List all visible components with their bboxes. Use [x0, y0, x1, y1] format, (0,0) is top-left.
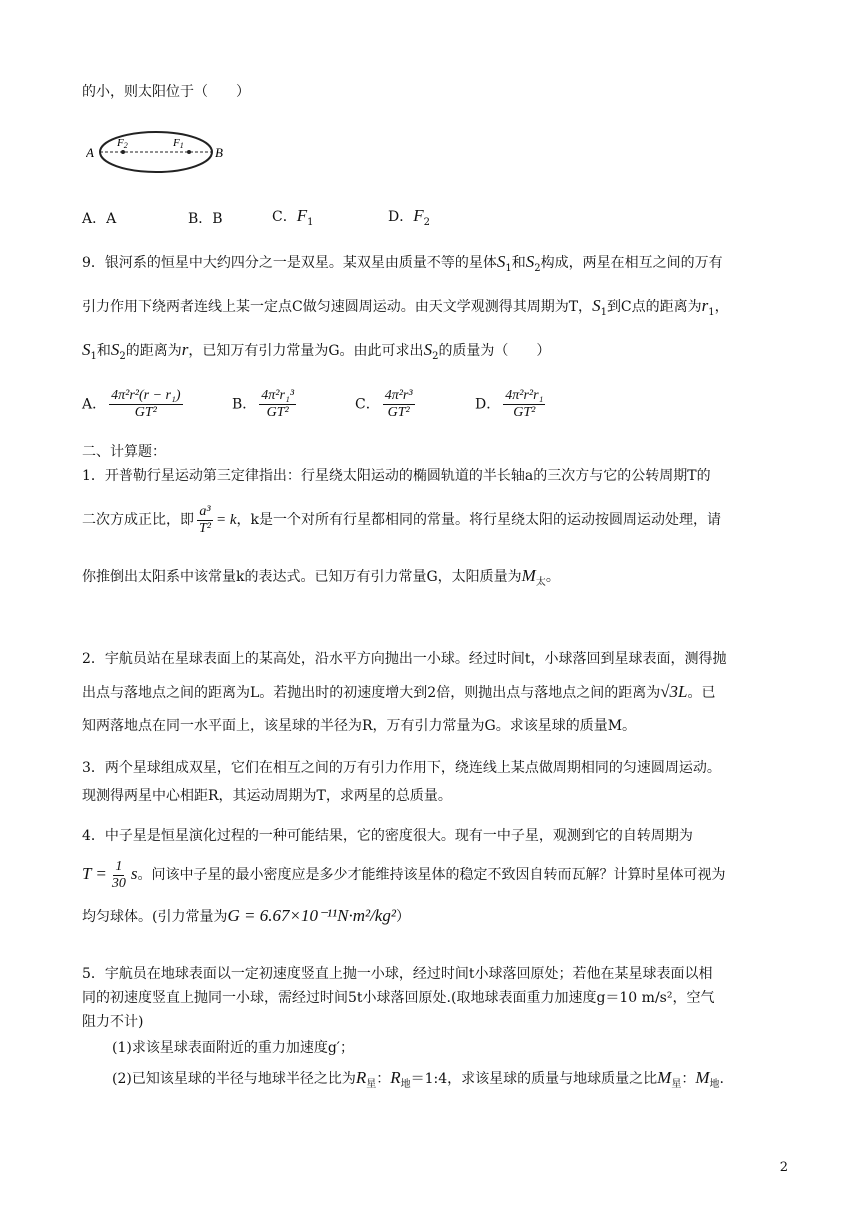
q8-tail: 的小，则太阳位于（ ） — [82, 84, 250, 100]
c4-line-3: 均匀球体。(引力常量为G = 6.67×10⁻¹¹N·m²/kg²） — [82, 906, 410, 925]
svg-text:F2 — [116, 137, 128, 150]
q8-option-a[interactable]: A．A — [82, 211, 117, 227]
c5-line-3: 阻力不计) — [82, 1014, 144, 1030]
c4-line-2: T = $\frac{1}{30}$ s。问该中子星的最小密度应是多少才能维持该星体的稳定不致因自转而瓦解？计算时星体可视为 — [82, 858, 726, 891]
ellipse-orbit-figure — [86, 126, 236, 178]
focus-f2-dot — [121, 150, 125, 154]
label-a: A — [86, 145, 94, 160]
c2-line-3: 知两落地点在同一水平面上，该星球的半径为R，万有引力常量为G。求该星球的质量M。 — [82, 718, 637, 734]
q9-option-a[interactable]: A． $\frac{\text{4π²r²(r − r₁)}}{\text{GT²}}$ — [82, 388, 181, 420]
c5-line-2: 同的初速度竖直上抛同一小球，需经过时间5t小球落回原处.(取地球表面重力加速度g＝10 m/s²，空气 — [82, 990, 715, 1006]
label-f1-sub: 1 — [179, 141, 184, 150]
page-number: 2 — [779, 1160, 788, 1175]
q9-line-3: $S_1$和$S_2$的距离为r，已知万有引力常量为G。由此可求出$S_2$的质量为（ ） — [82, 340, 551, 362]
q8-option-c[interactable]: C．$F_1$ — [272, 206, 314, 228]
c3-line-1: 3．两个星球组成双星，它们在相互之间的万有引力作用下，绕连线上某点做周期相同的匀速圆周运动。 — [82, 760, 721, 776]
c1-line-3: 你推倒出太阳系中该常量k的表达式。已知万有引力常量G，太阳质量为$M_太$。 — [82, 566, 560, 588]
c1-line-1: 1．开普勒行星运动第三定律指出：行星绕太阳运动的椭圆轨道的半长轴a的三次方与它的公转周期T的 — [82, 468, 711, 484]
c5-sub-2: (2)已知该星球的半径与地球半径之比为$R_星$：$R_地=1:4$，求该星球的质量与地球质量之比$M_星$：$M_地$. — [112, 1068, 724, 1090]
c5-line-1: 5．宇航员在地球表面以一定初速度竖直上抛一小球，经过时间t小球落回原处；若他在某星球表面以相 — [82, 966, 713, 982]
q9-option-d[interactable]: D． $\frac{\text{4π²r²r₁}}{\text{GT²}}$ — [475, 388, 544, 420]
q8-option-d[interactable]: D．$F_2$ — [388, 206, 430, 228]
q9-line-1: 9．银河系的恒星中大约四分之一是双星。某双星由质量不等的星体$S_1$和$S_2$构成，两星在相互之间的万有 — [82, 252, 723, 274]
c3-line-2: 现测得两星中心相距R，其运动周期为T，求两星的总质量。 — [82, 788, 452, 804]
focus-f1-dot — [187, 150, 191, 154]
label-f2-sub: 2 — [123, 141, 128, 150]
c4-line-1: 4．中子星是恒星演化过程的一种可能结果，它的密度很大。现有一中子星，观测到它的自转周期为 — [82, 828, 693, 844]
label-b: B — [215, 145, 223, 160]
c1-line-2: 二次方成正比，即 $\frac{\text{a³}}{\text{T²}}$ = k，k是一个对所有行星都相同的常量。将行星绕太阳的运动按圆周运动处理，请 — [82, 503, 721, 536]
label-f2: F — [117, 137, 124, 149]
c2-line-1: 2．宇航员站在星球表面上的某高处，沿水平方向抛出一小球。经过时间t，小球落回到星球表面，测得抛 — [82, 651, 727, 667]
c5-sub-1: (1)求该星球表面附近的重力加速度g′； — [112, 1040, 354, 1056]
label-f1: F — [173, 137, 180, 149]
svg-text:F1 — [172, 137, 184, 150]
q9-option-b[interactable]: B． $\frac{\text{4π²r₁³}}{\text{GT²}}$ — [232, 388, 295, 420]
q9-option-c[interactable]: C． $\frac{\text{4π²r³}}{\text{GT²}}$ — [355, 388, 413, 420]
q8-option-b[interactable]: B．B — [188, 211, 223, 227]
c2-line-2: 出点与落地点之间的距离为L。若抛出时的初速度增大到2倍，则抛出点与落地点之间的距离为√3L。已 — [82, 682, 716, 701]
section-heading: 二、计算题： — [82, 444, 166, 460]
q9-line-2: 引力作用下绕两者连线上某一定点C做匀速圆周运动。由天文学观测得其周期为T，$S_1$到C点的距离为$r_1$， — [82, 296, 729, 318]
